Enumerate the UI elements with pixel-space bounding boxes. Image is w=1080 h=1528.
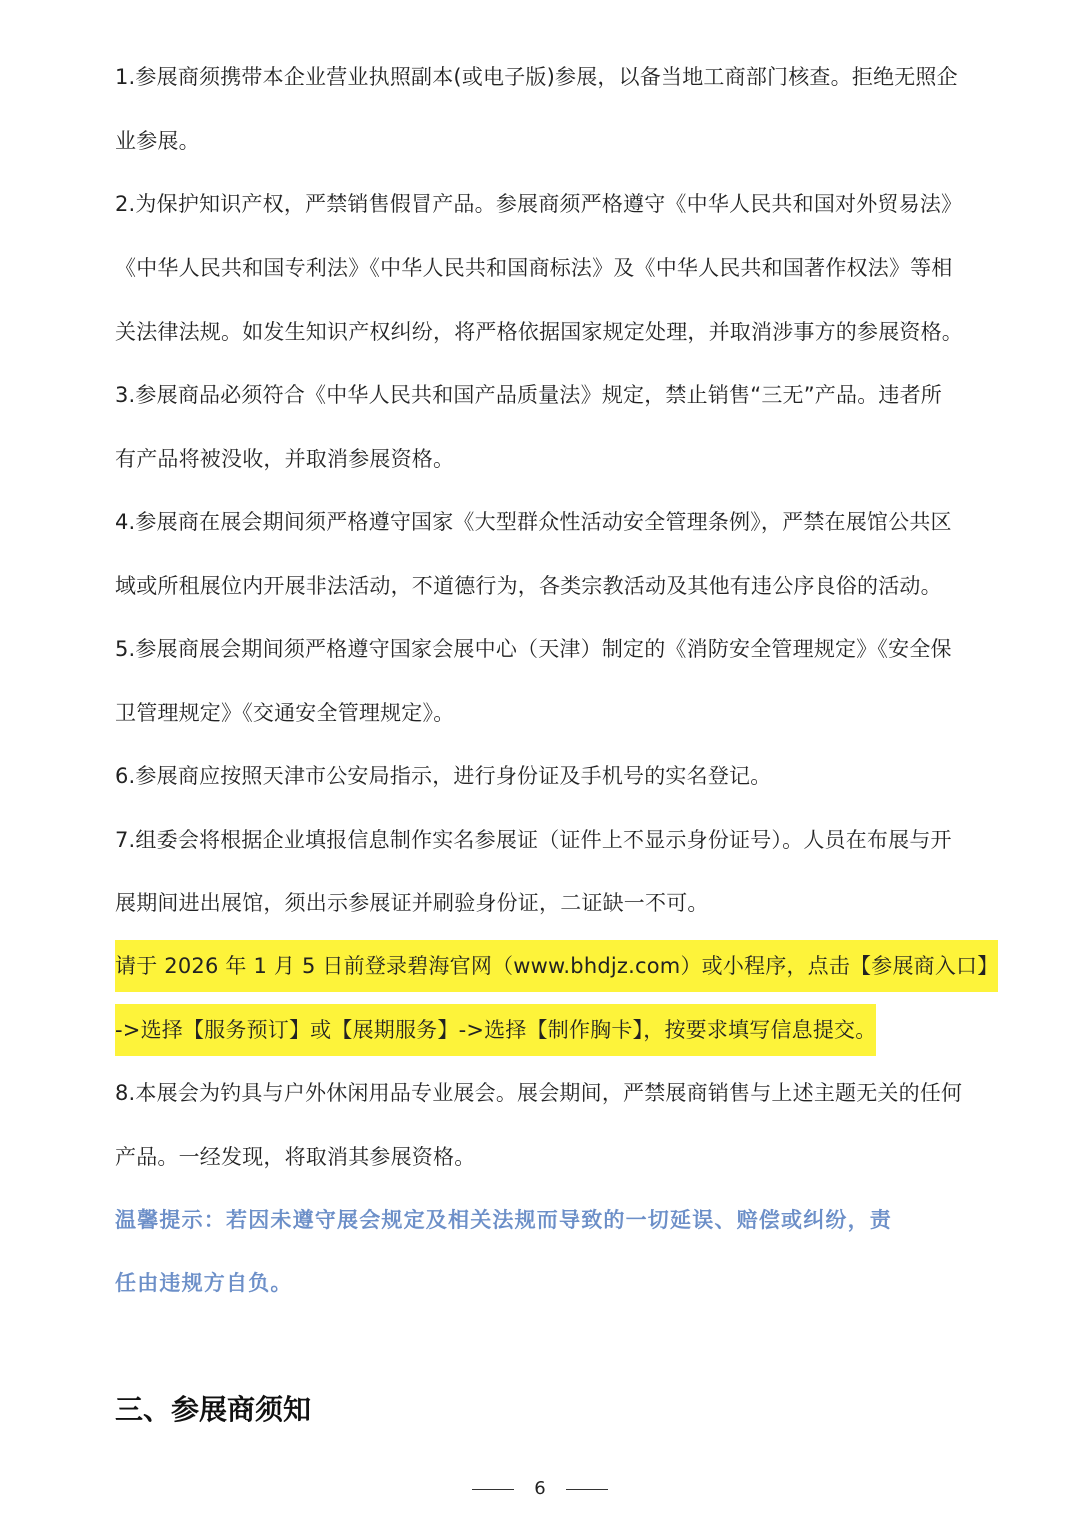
- rule-2-line-1: 2.为保护知识产权，严禁销售假冒产品。参展商须严格遵守《中华人民共和国对外贸易法》: [115, 192, 963, 216]
- rule-2-line-2: 《中华人民共和国专利法》《中华人民共和国商标法》及《中华人民共和国著作权法》等相: [115, 256, 953, 280]
- rule-7-line-2: 展期间进出展馆，须出示参展证并刷验身份证，二证缺一不可。: [115, 891, 709, 915]
- rule-8-line-1: 8.本展会为钓具与户外休闲用品专业展会。展会期间，严禁展商销售与上述主题无关的任何: [115, 1081, 963, 1105]
- highlighted-text: ->选择【服务预订】或【展期服务】->选择【制作胸卡】，按要求填写信息提交。: [115, 1004, 876, 1056]
- warm-tip-line-1: 温馨提示：若因未遵守展会规定及相关法规而导致的一切延误、赔偿或纠纷，责: [115, 1208, 892, 1232]
- footer-left-rule: [472, 1489, 514, 1490]
- highlight-line-1: [115, 951, 998, 981]
- rule-3-line-2: 有产品将被没收，并取消参展资格。: [115, 447, 455, 471]
- warm-tip-line-2: 任由违规方自负。: [115, 1271, 293, 1295]
- rule-4-line-1: 4.参展商在展会期间须严格遵守国家《大型群众性活动安全管理条例》，严禁在展馆公共区: [115, 510, 952, 534]
- highlight-line-2: [115, 1015, 876, 1045]
- rule-7-line-1: 7.组委会将根据企业填报信息制作实名参展证（证件上不显示身份证号）。人员在布展与开: [115, 828, 952, 852]
- rule-8-line-2: 产品。一经发现，将取消其参展资格。: [115, 1145, 476, 1169]
- rule-3-line-1: 3.参展商品必须符合《中华人民共和国产品质量法》规定，禁止销售“三无”产品。违者所: [115, 383, 942, 407]
- rule-2-line-3: 关法律法规。如发生知识产权纠纷，将严格依据国家规定处理，并取消涉事方的参展资格。: [115, 320, 963, 344]
- rule-4-line-2: 域或所租展位内开展非法活动，不道德行为，各类宗教活动及其他有违公序良俗的活动。: [115, 574, 942, 598]
- rule-6-line-1: 6.参展商应按照天津市公安局指示，进行身份证及手机号的实名登记。: [115, 764, 772, 788]
- highlighted-text: 请于 2026 年 1 月 5 日前登录碧海官网（www.bhdjz.com）或小程序，点击【参展商入口】: [115, 940, 998, 992]
- rule-1-line-1: 1.参展商须携带本企业营业执照副本(或电子版)参展，以备当地工商部门核查。拒绝无照企: [115, 65, 958, 89]
- rule-5-line-1: 5.参展商展会期间须严格遵守国家会展中心（天津）制定的《消防安全管理规定》《安全保: [115, 637, 952, 661]
- rule-5-line-2: 卫管理规定》《交通安全管理规定》。: [115, 701, 455, 725]
- page-number: 6: [534, 1478, 546, 1499]
- section-title: 三、参展商须知: [115, 1393, 312, 1426]
- footer-right-rule: [566, 1489, 608, 1490]
- rule-1-line-2: 业参展。: [115, 129, 200, 153]
- page-footer: [0, 1478, 1080, 1499]
